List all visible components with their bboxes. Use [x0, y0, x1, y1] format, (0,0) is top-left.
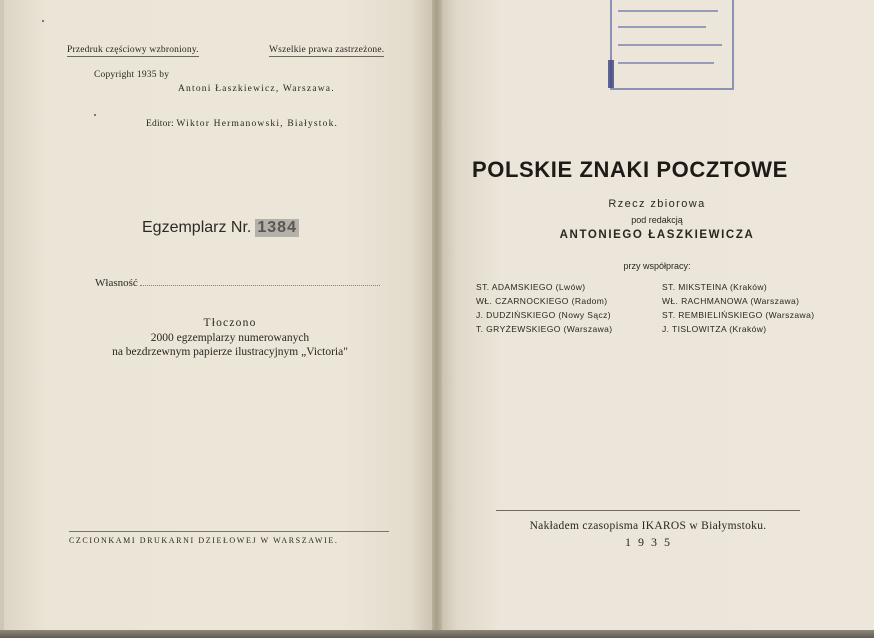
stamp-ink-mark	[608, 60, 614, 88]
copyright-holder: Antoni Łaszkiewicz, Warszawa.	[178, 84, 335, 94]
rights-notice: Wszelkie prawa zastrzeżone.	[269, 45, 385, 55]
contributor: ST. ADAMSKIEGO (Lwów)	[476, 282, 586, 292]
copy-label: Egzemplarz Nr.	[142, 219, 252, 236]
book-gutter	[432, 0, 442, 632]
imprint-block	[496, 510, 800, 550]
contributor: WŁ. RACHMANOWA (Warszawa)	[662, 296, 800, 306]
printed-line-2: na bezdrzewnym papierze ilustracyjnym „Victoria"	[112, 346, 348, 358]
ownership-line	[95, 275, 380, 289]
printer-credit: CZCIONKAMI DRUKARNI DZIEŁOWEJ W WARSZAWIE.	[69, 531, 389, 545]
contributor: ST. REMBIELIŃSKIEGO (Warszawa)	[662, 310, 815, 320]
print-info	[60, 316, 400, 360]
printed-heading: Tłoczono	[203, 317, 257, 329]
with-cooperation: przy współpracy:	[623, 261, 691, 271]
contributor: J. TISLOWITZA (Kraków)	[662, 324, 767, 334]
copyright-line: Copyright 1935 by	[94, 70, 170, 80]
copy-number-line	[142, 219, 299, 237]
ownership-blank	[140, 275, 380, 286]
contributor: T. GRYŻEWSKIEGO (Warszawa)	[476, 324, 613, 334]
library-stamp	[610, 0, 734, 90]
stamp-rule	[618, 26, 706, 28]
contributor: ST. MIKSTEINA (Kraków)	[662, 282, 768, 292]
book-editor: ANTONIEGO ŁASZKIEWICZA	[559, 229, 755, 241]
cooperation-block	[440, 261, 874, 271]
contributor: J. DUDZIŃSKIEGO (Nowy Sącz)	[476, 310, 612, 320]
book-subtitle: Rzecz zbiorowa	[608, 198, 706, 210]
reprint-notice: Przedruk częściowy wzbroniony.	[67, 45, 199, 55]
contributor: WŁ. CZARNOCKIEGO (Radom)	[476, 296, 608, 306]
editorship-block	[440, 215, 874, 225]
subtitle-block	[440, 198, 874, 210]
publication-year: 1935	[625, 535, 677, 549]
publisher-line: Nakładem czasopisma IKAROS w Białymstoku.	[529, 520, 767, 532]
ownership-label: Własność	[95, 277, 138, 289]
stamp-rule	[618, 10, 718, 12]
page-bottom-edge	[0, 630, 874, 638]
contributors-right	[662, 280, 814, 336]
paper-speck	[42, 20, 44, 22]
editor-name: Wiktor Hermanowski, Białystok.	[176, 119, 339, 129]
editor-credit	[146, 119, 338, 129]
contributors-left	[476, 280, 613, 336]
printed-line-1: 2000 egzemplarzy numerowanych	[150, 331, 310, 344]
copy-number: 1384	[257, 219, 297, 236]
editor-label: Editor:	[146, 119, 174, 129]
editor-block	[440, 229, 874, 241]
under-editorship: pod redakcją	[631, 215, 683, 225]
book-title: POLSKIE ZNAKI POCZTOWE	[472, 157, 788, 182]
paper-speck	[94, 114, 96, 116]
stamp-rule	[618, 62, 714, 64]
stamp-rule	[618, 44, 722, 46]
